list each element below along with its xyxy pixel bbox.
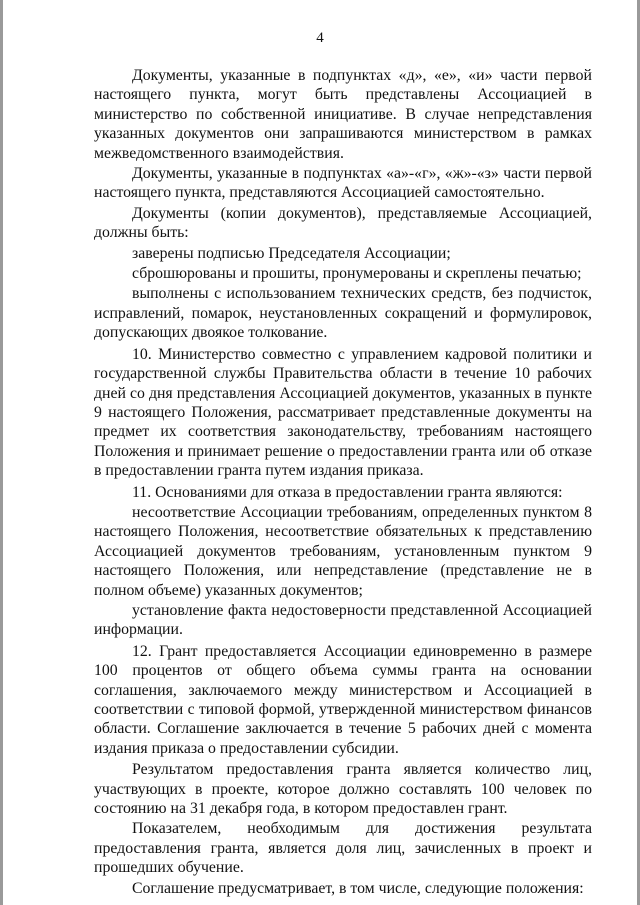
paragraph-documents-requirements: Документы (копии документов), представляемые Ассоциацией, должны быть: xyxy=(94,204,592,242)
paragraph-documents-optional: Документы, указанные в подпунктах «д», «е», «и» части первой настоящего пункта, могут быть представлены Ассоциацией в министерство по собственной инициативе. В случае непредставления указанных документов они запрашиваются министерством в рамках межведомственного взаимодействия. xyxy=(94,67,592,162)
paragraph-agreement: Соглашение предусматривает, в том числе, следующие положения: xyxy=(132,879,584,897)
paragraph-indicator: Показателем, необходимым для достижения результата предоставления гранта, является доля лиц, зачисленных в проект и прошедших обучение. xyxy=(94,820,592,877)
list-item-bound: сброшюрованы и прошиты, пронумерованы и скреплены печатью; xyxy=(132,265,582,283)
list-item-technical: выполнены с использованием технических средств, без подчисток, исправлений, помарок, неустановленных сокращений и формулировок, допускающих двоякое толкование. xyxy=(94,285,592,342)
paragraph-clause-12: 12. Грант предоставляется Ассоциации единовременно в размере 100 процентов от общего объема суммы гранта на основании соглашения, заключаемого между министерством и Ассоциацией в соответствии с типовой формой, утвержденной министерством финансов области. Соглашение заключается в течение 5 рабочих дней с момента издания приказа о предоставлении субсидии. xyxy=(94,642,592,757)
list-item-false-info: установление факта недостоверности представленной Ассоциацией информации. xyxy=(94,601,592,639)
paragraph-result: Результатом предоставления гранта является количество лиц, участвующих в проекте, которое должно составлять 100 человек по состоянию на 31 декабря года, в котором предоставлен грант. xyxy=(94,761,592,818)
list-item-noncompliance: несоответствие Ассоциации требованиям, определенных пунктом 8 настоящего Положения, несоответствие обязательных к представлению Ассоциацией документов требованиям, установленным пунктом 9 настоящего Положения, или непредставление (представление не в полном объеме) указанных документов; xyxy=(94,503,592,599)
list-item-certified: заверены подписью Председателя Ассоциации; xyxy=(132,244,451,262)
page-number: 4 xyxy=(316,30,324,46)
paragraph-documents-self: Документы, указанные в подпунктах «а»-«г», «ж»-«з» части первой настоящего пункта, представляются Ассоциацией самостоятельно. xyxy=(94,165,592,202)
scan-edge-left xyxy=(0,0,3,905)
document-body xyxy=(94,66,592,899)
paragraph-clause-10: 10. Министерство совместно с управлением кадровой политики и государственной службы Правительства области в течение 10 рабочих дней со дня представления Ассоциацией документов, указанных в пункте 9 настоящего Положения, рассматривает представленные документы на предмет их соответствия законодательству, требованиям настоящего Положения и принимает решение о предоставлении гранта или об отказе в предоставлении гранта путем издания приказа. xyxy=(94,345,592,480)
paragraph-clause-11: 11. Основаниями для отказа в предоставлении гранта являются: xyxy=(132,483,563,501)
